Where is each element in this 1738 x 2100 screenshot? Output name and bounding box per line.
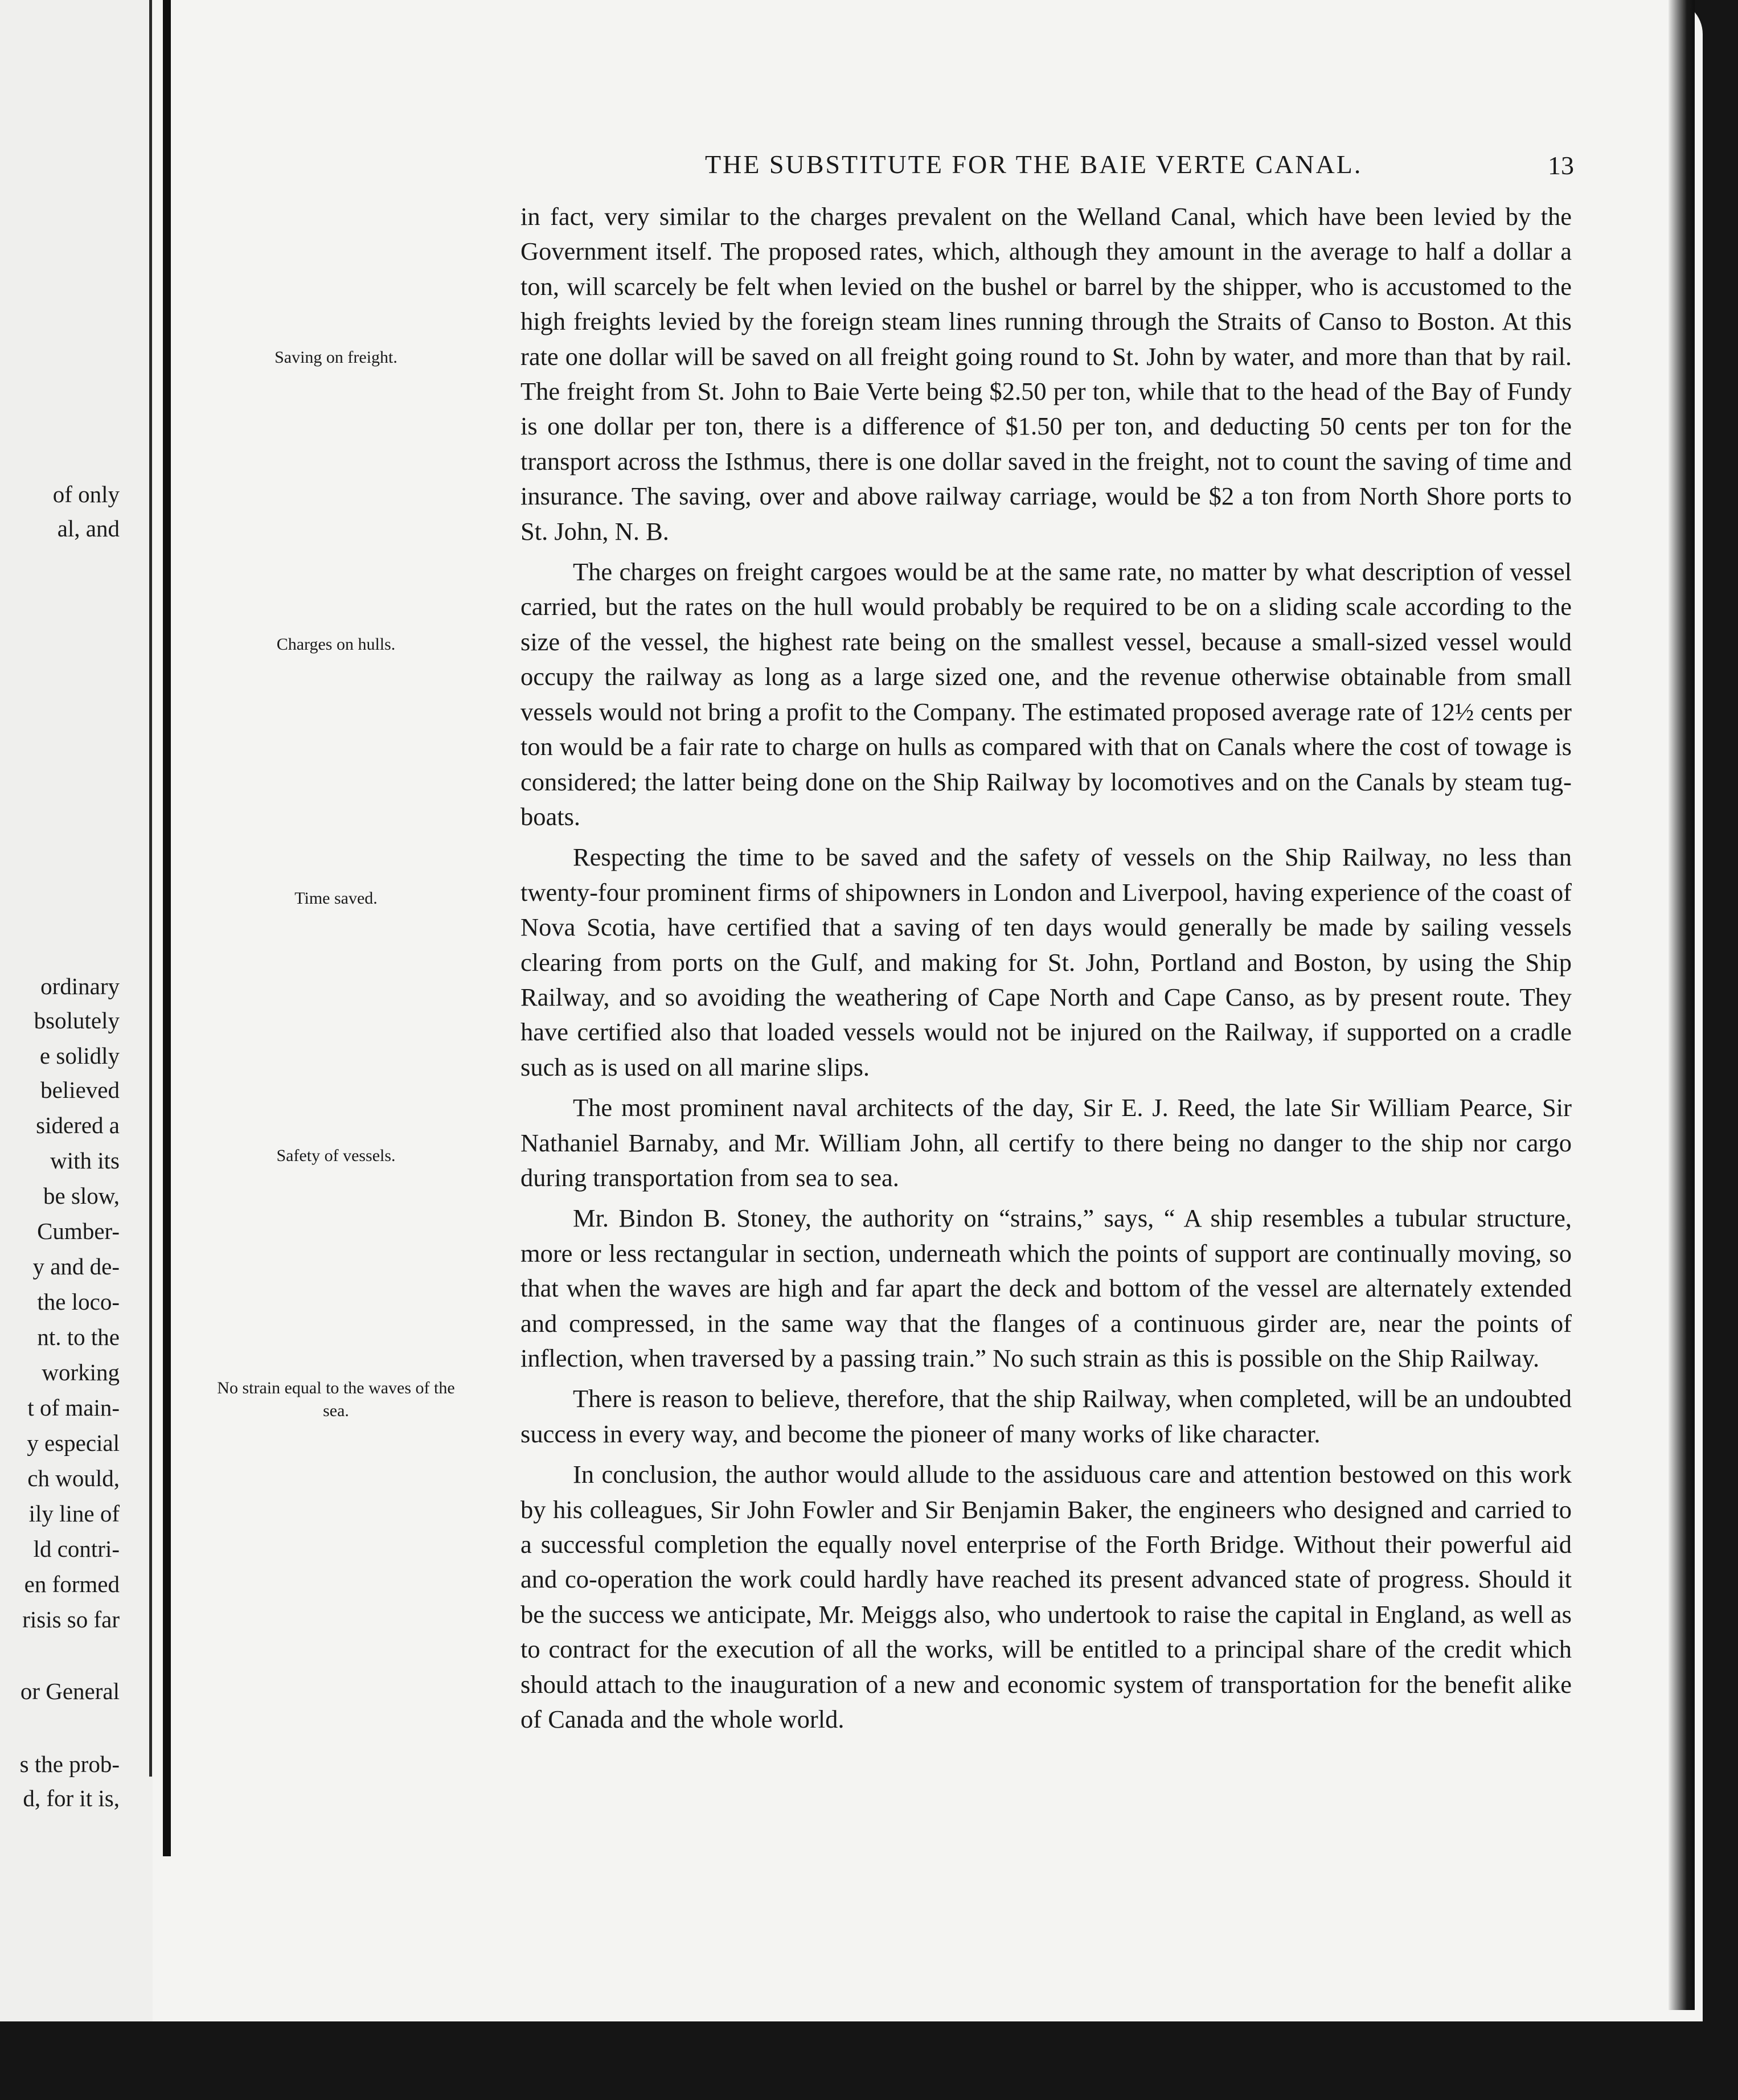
sidenote-charges-on-hulls: Charges on hulls. (276, 635, 396, 654)
prev-fragment: en formed (24, 1571, 120, 1597)
prev-fragment: ordinary (40, 973, 120, 999)
prev-fragment: believed (40, 1077, 120, 1103)
running-title: THE SUBSTITUTE FOR THE BAIE VERTE CANAL. (705, 150, 1363, 179)
prev-fragment: ld contri- (33, 1536, 120, 1562)
prev-fragment: al, and (57, 515, 120, 542)
prev-fragment: t of main- (27, 1394, 120, 1421)
page-gutter-shadow (149, 0, 152, 1777)
prev-fragment: d, for it is, (23, 1785, 120, 1811)
page-number: 13 (1548, 151, 1574, 180)
page-right-edge (1669, 0, 1695, 2010)
prev-fragment: nt. to the (37, 1324, 120, 1350)
paragraph: In conclusion, the author would allude to the assiduous care and attention bestowed on this work by his colleagues, Sir John Fowler and Sir Benjamin Baker, the engineers who designed and carried to a successful completion the equally novel enterprise of the Forth Bridge. Without their powerful aid and co-operation the work could hardly have reached its present advanced state of progress. Should it be the success we anticipate, Mr. Meiggs also, who undertook to raise the capital in England, as well as to contract for the execution of all the works, will be entitled to a principal share of the credit which should attach to the inauguration of a new and economic system of transportation for the benefit alike of Canada and the whole world. (520, 1460, 1572, 1734)
prev-fragment: sidered a (36, 1112, 120, 1138)
prev-fragment: e solidly (39, 1043, 120, 1069)
prev-fragment: Cumber- (37, 1218, 120, 1244)
prev-fragment: ily line of (28, 1500, 120, 1527)
paragraph: Mr. Bindon B. Stoney, the authority on “strains,” says, “ A ship resembles a tubular structure, more or less rectangular in section, underneath which the points of support are continually moving, so that when the waves are high and far apart the deck and bottom of the vessel are alternately extended and compressed, in the same way that the flanges of a continuous girder are, near the points of inflection, when traversed by a passing train.” No such strain as this is possible on the Ship Railway. (520, 1204, 1572, 1372)
sidenote-safety-of-vessels: Safety of vessels. (276, 1146, 396, 1165)
prev-fragment: with its (50, 1147, 120, 1174)
prev-fragment: ch would, (27, 1465, 120, 1491)
paragraph: The charges on freight cargoes would be at the same rate, no matter by what description of vessel carried, but the rates on the hull would probably be required to be on a sliding scale according to the size of the vessel, the highest rate being on the smallest vessel, because a small-sized vessel would occupy the railway as long as a large sized one, and the revenue otherwise obtainable from small vessels would not bring a profit to the Company. The estimated proposed average rate of 12½ cents per ton would be a fair rate to charge on hulls as compared with that on Canals where the cost of towage is considered; the latter being done on the Ship Railway by locomotives and on the Canals by steam tug-boats. (520, 557, 1572, 831)
sidenote-no-strain: No strain equal to the waves of the sea. (217, 1379, 455, 1420)
prev-fragment: y and de- (32, 1253, 120, 1279)
paragraph: The most prominent naval architects of the day, Sir E. J. Reed, the late Sir William Pearce, Sir Nathaniel Barnaby, and Mr. William John, all certify to there being no danger to the ship nor cargo during transportation from sea to sea. (520, 1093, 1572, 1192)
sidenote-time-saved: Time saved. (294, 889, 378, 908)
paragraph: Respecting the time to be saved and the safety of vessels on the Ship Railway, no less than twenty-four prominent firms of shipowners in London and Liverpool, having experience of the coast of Nova Scotia, have certified that a saving of ten days would generally be made by sailing vessels clearing from ports on the Gulf, and making for St. John, Portland and Boston, by using the Ship Railway, and so avoiding the weathering of Cape North and Cape Canso, as by present route. They have certified also that loaded vessels would not be injured on the Railway, if supported on a cradle such as is used on all marine slips. (520, 843, 1572, 1081)
prev-fragment: of only (52, 481, 120, 507)
sidenote-saving-on-freight: Saving on freight. (274, 348, 397, 367)
body-text (520, 199, 1572, 1742)
prev-fragment: s the prob- (19, 1751, 120, 1777)
prev-fragment: y especial (27, 1430, 120, 1456)
prev-fragment: risis so far (22, 1606, 120, 1633)
previous-page-edge (0, 0, 153, 2100)
page-gutter (163, 0, 171, 1856)
prev-fragment: be slow, (43, 1183, 120, 1209)
paragraph: There is reason to believe, therefore, that the ship Railway, when completed, will be an undoubted success in every way, and become the pioneer of many works of like character. (520, 1384, 1572, 1448)
scan-background (0, 2021, 1738, 2100)
prev-fragment: working (42, 1359, 120, 1385)
prev-fragment: or General (20, 1678, 120, 1704)
prev-fragment: bsolutely (34, 1007, 120, 1033)
prev-fragment: the loco- (37, 1289, 120, 1315)
paragraph: in fact, very similar to the charges prevalent on the Welland Canal, which have been levied by the Government itself. The proposed rates, which, although they amount in the average to half a dollar a ton, will scarcely be felt when levied on the bushel or barrel by the shipper, who is accustomed to the high freights levied by the foreign steam lines running through the Straits of Canso to Boston. At this rate one dollar will be saved on all freight going round to St. John by water, and more than that by rail. The freight from St. John to Baie Verte being $2.50 per ton, while that to the head of the Bay of Fundy is one dollar per ton, there is a difference of $1.50 per ton, and deducting 50 cents per ton for the transport across the Isthmus, there is one dollar saved in the freight, not to count the saving of time and insurance. The saving, over and above railway carriage, would be $2 a ton from North Shore ports to St. John, N. B. (520, 202, 1572, 545)
